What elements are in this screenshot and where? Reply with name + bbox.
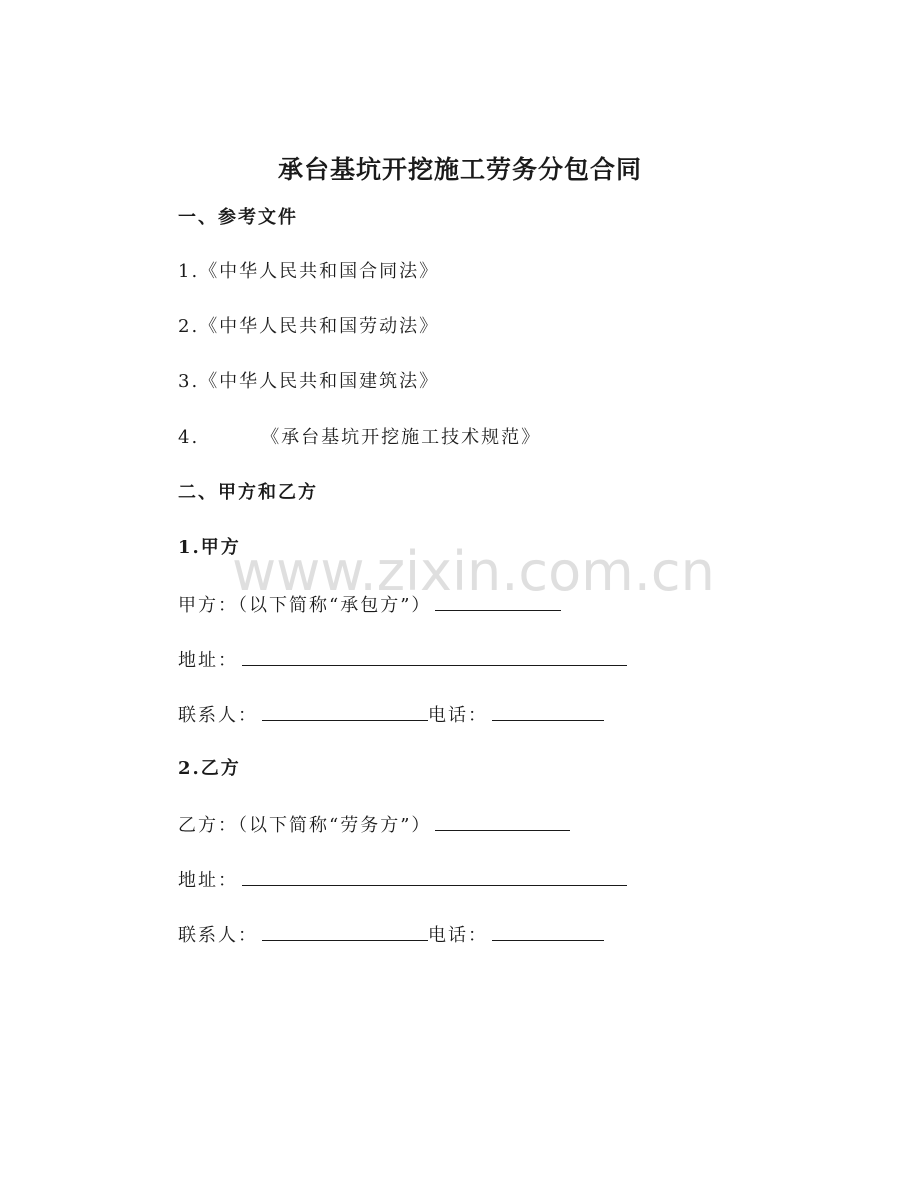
party-b-address-label: 地址： (178, 870, 238, 891)
party-a-address-blank[interactable] (242, 645, 627, 666)
reference-number: 1. (178, 261, 200, 282)
reference-item (178, 368, 439, 396)
party-a-contact-label: 联系人： (178, 705, 258, 726)
party-b-phone-blank[interactable] (492, 920, 604, 941)
party-a-address-row (178, 645, 627, 675)
reference-number: 4. (178, 427, 200, 448)
party-b-subheading: 2.乙方 (178, 758, 241, 779)
party-b-contact-label: 联系人： (178, 925, 258, 946)
party-b-name-blank[interactable] (435, 810, 570, 831)
party-a-address-label: 地址： (178, 650, 238, 671)
reference-item (178, 313, 439, 341)
reference-text: 《中华人民共和国合同法》 (199, 261, 440, 282)
party-a-name-blank[interactable] (435, 590, 561, 611)
party-a-contact-blank[interactable] (262, 700, 428, 721)
party-b-phone-label: 电话： (428, 925, 488, 946)
party-a-name-label: 甲方：（以下简称“承包方”） (178, 595, 432, 616)
party-b-address-blank[interactable] (242, 865, 627, 886)
document-title: 承台基坑开挖施工劳务分包合同 (277, 155, 642, 184)
party-a-name-row (178, 590, 561, 620)
watermark: www.zixin.com.cn (232, 540, 715, 603)
party-b-name-label: 乙方：（以下简称“劳务方”） (178, 815, 432, 836)
section-heading-parties: 二、甲方和乙方 (178, 482, 318, 503)
reference-text: 《承台基坑开挖施工技术规范》 (261, 427, 542, 448)
party-a-phone-label: 电话： (428, 705, 488, 726)
party-a-subheading: 1.甲方 (178, 537, 241, 558)
party-b-name-row (178, 810, 570, 840)
party-a-contact-row (178, 700, 604, 730)
reference-text: 《中华人民共和国劳动法》 (199, 316, 440, 337)
reference-number: 3. (178, 371, 200, 392)
reference-item (178, 258, 439, 286)
section-heading-references: 一、参考文件 (178, 207, 298, 228)
reference-item (178, 424, 541, 452)
party-a-phone-blank[interactable] (492, 700, 604, 721)
party-b-contact-row (178, 920, 604, 950)
party-b-contact-blank[interactable] (262, 920, 428, 941)
party-b-address-row (178, 865, 627, 895)
reference-number: 2. (178, 316, 200, 337)
reference-text: 《中华人民共和国建筑法》 (199, 371, 440, 392)
